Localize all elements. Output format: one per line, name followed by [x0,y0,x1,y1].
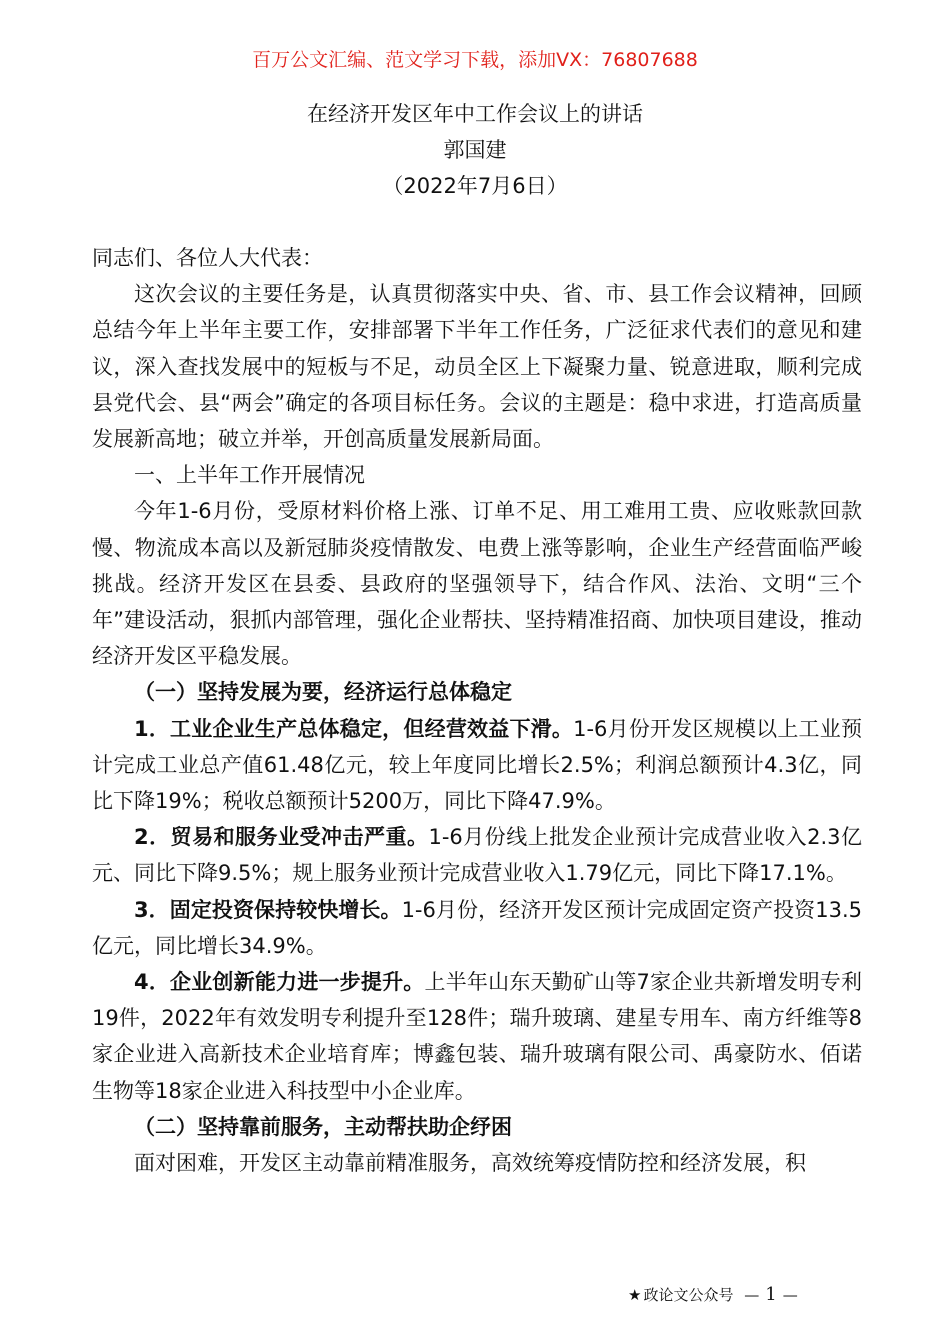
salutation: 同志们、各位人大代表： [92,246,323,270]
section-paragraph: 面对困难，开发区主动靠前精准服务，高效统筹疫情防控和经济发展，积 [134,1151,806,1176]
numbered-item [92,892,862,964]
document-title: 在经济开发区年中工作会议上的讲话 [307,102,643,126]
item-text: 1-6月份线上批发企业预计完成营业收入2.3亿元、同比下降9.5%；规上服务业预计完成营业收入1.79亿元，同比下降17.1%。 [92,825,862,886]
page-footer [628,1284,804,1306]
star-icon: ★ [628,1286,642,1304]
item-lead: 1．工业企业生产总体稳定，但经营效益下滑。 [134,716,574,741]
numbered-item [92,819,862,891]
dash-right: — [782,1286,798,1304]
item-lead: 2．贸易和服务业受冲击严重。 [134,825,429,850]
subsection-heading: （二）坚持靠前服务，主动帮扶助企纾困 [134,1114,512,1139]
subsection-heading: （一）坚持发展为要，经济运行总体稳定 [134,680,512,705]
header-banner: 百万公文汇编、范文学习下载，添加VX：76807688 [252,49,698,71]
dash-left: — [744,1286,760,1304]
page-number: 1 [765,1284,777,1305]
item-lead: 4．企业创新能力进一步提升。 [134,970,425,995]
section-paragraph: 今年1-6月份，受原材料价格上涨、订单不足、用工难用工贵、应收账款回款慢、物流成本高以及新冠肺炎疫情散发、电费上涨等影响，企业生产经营面临严峻挑战。经济开发区在县委、县政府的坚强领导下，结合作风、法治、文明“三个年”建设活动，狠抓内部管理，强化企业帮扶、坚持精准招商、加快项目建设，推动经济开发区平稳发展。 [92,499,862,669]
document-body [92,240,862,1181]
footer-label: 政论文公众号 [643,1286,734,1304]
section-heading: 一、上半年工作开展情况 [134,463,365,488]
item-lead: 3．固定投资保持较快增长。 [134,897,402,922]
speech-date: （2022年7月6日） [382,174,568,198]
numbered-item [92,964,862,1109]
item-text: 1-6月份，经济开发区预计完成固定资产投资13.5亿元，同比增长34.9%。 [92,897,862,958]
numbered-item [92,711,862,820]
title-block [0,96,950,204]
item-text: 上半年山东天勤矿山等7家企业共新增发明专利19件，2022年有效发明专利提升至128件；瑞升玻璃、建星专用车、南方纤维等8家企业进入高新技术企业培育库；博鑫包装、瑞升玻璃有限公司、禹豪防水、佰诺生物等18家企业进入科技型中小企业库。 [92,970,862,1103]
item-text: 1-6月份开发区规模以上工业预计完成工业总产值61.48亿元，较上年度同比增长2.5%；利润总额预计4.3亿，同比下降19%；税收总额预计5200万，同比下降47.9%。 [92,716,862,814]
intro-paragraph: 这次会议的主要任务是，认真贯彻落实中央、省、市、县工作会议精神，回顾总结今年上半年主要工作，安排部署下半年工作任务，广泛征求代表们的意见和建议，深入查找发展中的短板与不足，动员全区上下凝聚力量、锐意进取，顺利完成县党代会、县“两会”确定的各项目标任务。会议的主题是：稳中求进，打造高质量发展新高地；破立并举，开创高质量发展新局面。 [92,282,862,452]
author-name: 郭国建 [443,138,507,162]
